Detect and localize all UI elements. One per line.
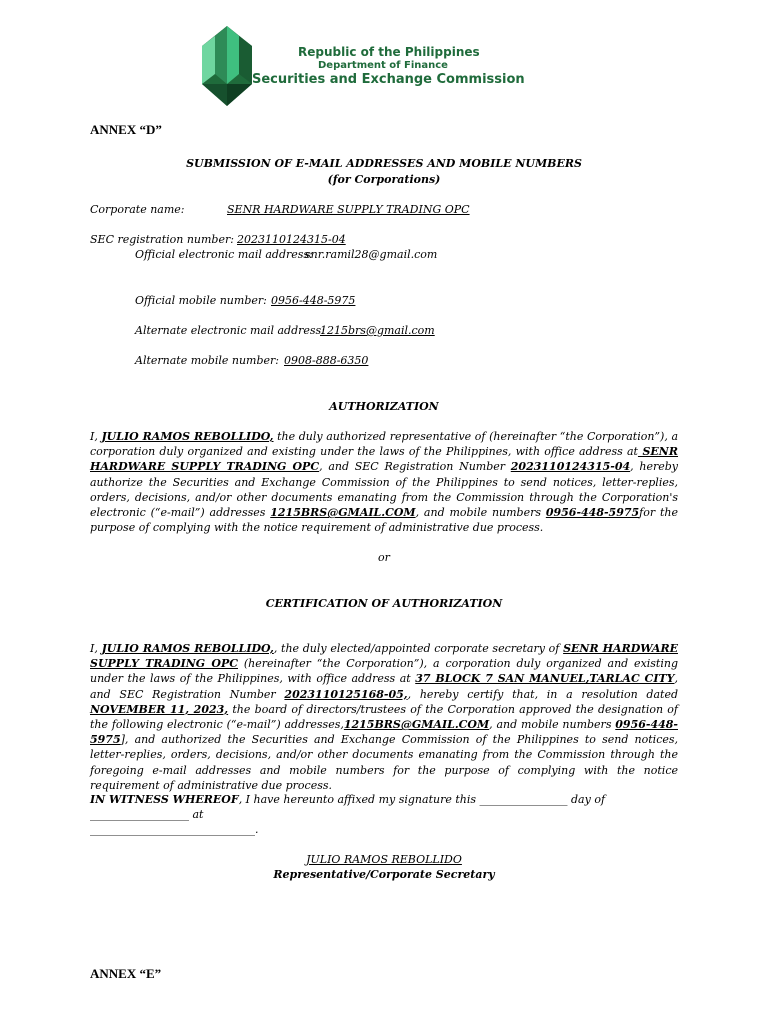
- authorization-paragraph: I, JULIO RAMOS REBOLLIDO, the duly authorized representative of (hereinafter “the Corporation”), a corporation duly organized and existing under the laws of the Philippines, with office address at SENR HARDWARE SUPPLY TRADING OPC, and SEC Registration Number 2023110124315-04, hereby authorize the Securities and Exchange Commission of the Philippines to send notices, letter-replies, orders, decisions, and/or other documents emanating from the Commission through the Corporation's electronic (“e-mail”) addresses 1215BRS@GMAIL.COM, and mobile numbers 0956-448-5975for the purpose of complying with the notice requirement of administrative due process.: [90, 430, 679, 535]
- sec-reg-value: 2023110124315-04: [237, 233, 346, 246]
- alt-email-label: Alternate electronic mail address:: [135, 324, 325, 337]
- annex-d-heading: ANNEX “D”: [90, 122, 162, 137]
- cert-sec-number: 2023110125168-05,: [284, 687, 408, 701]
- witness-blank-month: __________________: [90, 808, 189, 822]
- official-email-value: snr.ramil28@gmail.com: [305, 248, 438, 261]
- certification-heading: CERTIFICATION OF AUTHORIZATION: [265, 597, 503, 610]
- cert-resolution-date: NOVEMBER 11, 2023,: [90, 702, 229, 716]
- official-mobile-label: Official mobile number:: [135, 294, 267, 307]
- cert-corp-name: SENR HARDWARE SUPPLY TRADING OPC: [90, 642, 678, 671]
- sec-logo: [202, 26, 252, 106]
- header-department: Department of Finance: [318, 60, 448, 71]
- cert-address: 37 BLOCK 7 SAN MANUEL,TARLAC CITY: [415, 672, 675, 686]
- official-mobile-value: 0956-448-5975: [271, 294, 356, 307]
- annex-e-heading: ANNEX “E”: [90, 966, 162, 981]
- certification-paragraph: I, JULIO RAMOS REBOLLIDO,, the duly elected/appointed corporate secretary of SENR HARDWARE SUPPLY TRADING OPC (hereinafter “the Corporation”), a corporation duly organized and existing under the laws of the Philippines, with office address at 37 BLOCK 7 SAN MANUEL,TARLAC CITY, and SEC Registration Number 2023110125168-05,, hereby certify that, in a resolution dated NOVEMBER 11, 2023, the board of directors/trustees of the Corporation approved the designation of the following electronic (“e-mail”) addresses,1215BRS@GMAIL.COM, and mobile numbers 0956-448-5975], and authorized the Securities and Exchange Commission of the Philippines to send notices, letter-replies, orders, decisions, and/or other documents emanating from the Commission through the foregoing e-mail addresses and mobile numbers for the purpose of complying with the notice requirement of administrative due process.: [90, 642, 679, 792]
- witness-blank-date: ________________: [479, 793, 568, 806]
- or-separator: or: [378, 551, 390, 564]
- cert-secretary-name: JULIO RAMOS REBOLLIDO,: [101, 642, 274, 655]
- auth-sec-number: 2023110124315-04: [510, 460, 631, 474]
- corp-name-value: SENR HARDWARE SUPPLY TRADING OPC: [227, 203, 470, 216]
- signatory-title: Representative/Corporate Secretary: [273, 868, 495, 881]
- official-email-label: Official electronic mail address:: [135, 248, 313, 261]
- form-title: SUBMISSION OF E-MAIL ADDRESSES AND MOBILE NUMBERS: [186, 157, 582, 170]
- form-subtitle: (for Corporations): [327, 173, 441, 186]
- alt-email-value: 1215brs@gmail.com: [320, 324, 435, 337]
- auth-mobile: 0956-448-5975: [545, 506, 640, 520]
- sec-reg-label: SEC registration number:: [90, 233, 234, 246]
- header-republic: Republic of the Philippines: [298, 45, 480, 59]
- authorization-heading: AUTHORIZATION: [329, 400, 439, 413]
- auth-address: SENR HARDWARE SUPPLY TRADING OPC: [90, 445, 679, 474]
- witness-paragraph: IN WITNESS WHEREOF, I have hereunto affixed my signature this ________________ day of __________________ at ______________________________.: [90, 793, 606, 837]
- signatory-name: JULIO RAMOS REBOLLIDO: [306, 853, 462, 866]
- auth-email: 1215BRS@GMAIL.COM: [270, 506, 416, 520]
- alt-mobile-label: Alternate mobile number:: [135, 354, 279, 367]
- cert-mobile: 0956-448-5975: [90, 718, 678, 747]
- cert-email: 1215BRS@GMAIL.COM: [343, 718, 490, 732]
- alt-mobile-value: 0908-888-6350: [284, 354, 369, 367]
- corp-name-label: Corporate name:: [90, 203, 185, 216]
- auth-rep-name: JULIO RAMOS REBOLLIDO,: [101, 430, 274, 443]
- witness-blank-place: ______________________________: [90, 823, 255, 837]
- header-commission: Securities and Exchange Commission: [252, 72, 525, 87]
- witness-lead: IN WITNESS WHEREOF: [90, 793, 239, 806]
